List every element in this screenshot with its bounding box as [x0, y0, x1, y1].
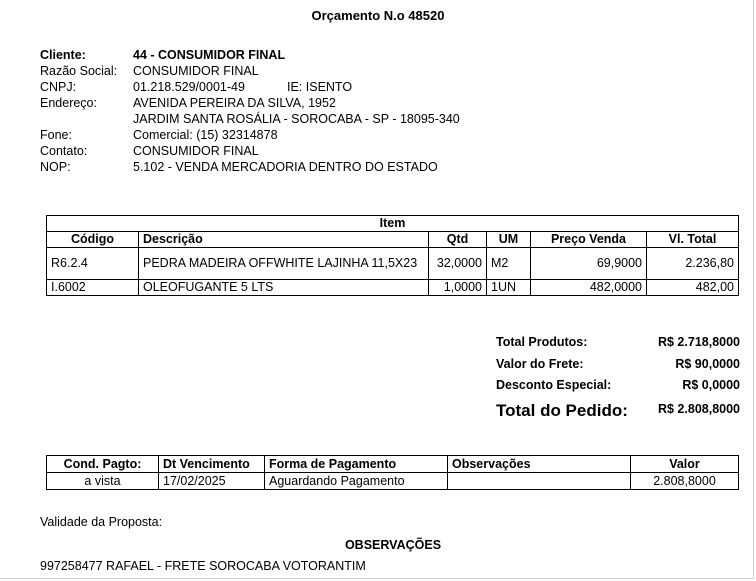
col-cond-pagto: Cond. Pagto:: [47, 456, 159, 473]
row-um: M2: [487, 248, 531, 280]
endereco-line2: JARDIM SANTA ROSÁLIA - SOROCABA - SP - 18095-340: [133, 112, 460, 126]
pay-vencimento: 17/02/2025: [159, 473, 265, 490]
col-dt-vencimento: Dt Vencimento: [159, 456, 265, 473]
total-pedido-value: R$ 2.808,8000: [657, 402, 740, 416]
cliente-value: 44 - CONSUMIDOR FINAL: [133, 48, 286, 62]
ie-value: IE: ISENTO: [287, 80, 353, 94]
pay-valor: 2.808,8000: [631, 473, 739, 490]
table-row: [47, 248, 739, 280]
valor-frete-label: Valor do Frete:: [496, 357, 584, 371]
col-forma-pagamento: Forma de Pagamento: [265, 456, 448, 473]
items-table: [46, 215, 739, 296]
fone-label: Fone:: [40, 128, 72, 142]
col-observacoes: Observações: [448, 456, 631, 473]
desconto-value: R$ 0,0000: [682, 378, 740, 392]
payment-table: [46, 455, 739, 490]
row-um: 1UN: [487, 280, 531, 296]
razao-label: Razão Social:: [40, 64, 118, 78]
col-valor: Valor: [631, 456, 739, 473]
total-produtos-label: Total Produtos:: [496, 335, 588, 349]
total-produtos-value: R$ 2.718,8000: [657, 335, 740, 349]
valor-frete-value: R$ 90,0000: [675, 357, 740, 371]
cliente-label: Cliente:: [40, 48, 86, 62]
razao-value: CONSUMIDOR FINAL: [133, 64, 259, 78]
items-title-row: [47, 216, 739, 232]
col-um: UM: [487, 232, 531, 248]
nop-value: 5.102 - VENDA MERCADORIA DENTRO DO ESTADO: [133, 160, 438, 174]
validade-proposta: Validade da Proposta:: [40, 515, 163, 529]
col-qtd: Qtd: [429, 232, 487, 248]
contato-label: Contato:: [40, 144, 88, 158]
desconto-label: Desconto Especial:: [496, 378, 612, 392]
pay-obs: [448, 473, 631, 490]
total-pedido-label: Total do Pedido:: [496, 401, 628, 420]
nop-label: NOP:: [40, 160, 71, 174]
items-header-row: [47, 232, 739, 248]
table-row: [47, 280, 739, 296]
row-descricao: PEDRA MADEIRA OFFWHITE LAJINHA 11,5X23: [139, 248, 429, 280]
col-preco: Preço Venda: [531, 232, 647, 248]
row-preco: 482,0000: [531, 280, 647, 296]
col-descricao: Descrição: [139, 232, 429, 248]
cnpj-value: 01.218.529/0001-49: [133, 80, 245, 94]
payment-header-row: [47, 456, 739, 473]
endereco-line1: AVENIDA PEREIRA DA SILVA, 1952: [133, 96, 336, 110]
row-qtd: 32,0000: [429, 248, 487, 280]
row-codigo: I.6002: [47, 280, 139, 296]
cnpj-label: CNPJ:: [40, 80, 77, 94]
row-total: 2.236,80: [647, 248, 739, 280]
col-total: Vl. Total: [647, 232, 739, 248]
row-qtd: 1,0000: [429, 280, 487, 296]
observacoes-text: 997258477 RAFAEL - FRETE SOROCABA VOTORANTIM: [40, 559, 366, 573]
pay-cond: a vista: [47, 473, 159, 490]
fone-value: Comercial: (15) 32314878: [133, 128, 278, 142]
row-codigo: R6.2.4: [47, 248, 139, 280]
items-title: Item: [47, 216, 739, 232]
row-preco: 69,9000: [531, 248, 647, 280]
table-row: [47, 473, 739, 490]
pay-forma: Aguardando Pagamento: [265, 473, 448, 490]
row-total: 482,00: [647, 280, 739, 296]
row-descricao: OLEOFUGANTE 5 LTS: [139, 280, 429, 296]
col-codigo: Código: [47, 232, 139, 248]
contato-value: CONSUMIDOR FINAL: [133, 144, 259, 158]
observacoes-title: OBSERVAÇÕES: [344, 538, 442, 552]
document-title: Orçamento N.o 48520: [311, 8, 445, 23]
endereco-label: Endereço:: [40, 96, 97, 110]
